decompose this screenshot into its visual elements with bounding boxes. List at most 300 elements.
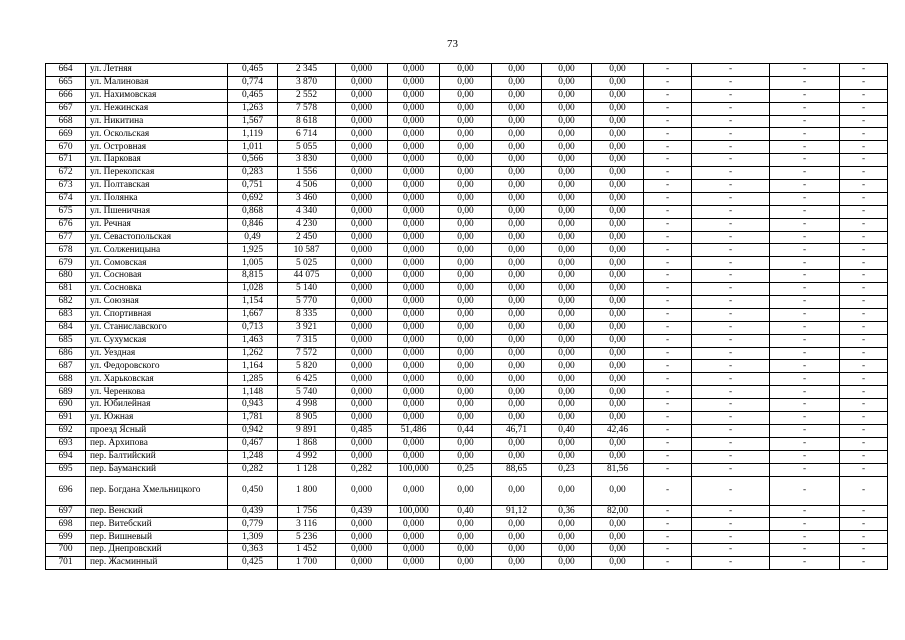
dash-cell-2: - bbox=[692, 76, 770, 89]
value-3-cell: 0,000 bbox=[336, 518, 388, 531]
dash-cell-4: - bbox=[840, 154, 888, 167]
value-8-cell: 0,00 bbox=[592, 141, 644, 154]
table-row bbox=[46, 373, 888, 386]
area-cell: 6 425 bbox=[278, 373, 336, 386]
length-cell: 1,119 bbox=[228, 128, 278, 141]
value-7-cell: 0,00 bbox=[542, 360, 592, 373]
dash-cell-4: - bbox=[840, 296, 888, 309]
row-number-cell: 693 bbox=[46, 437, 86, 450]
value-7-cell: 0,00 bbox=[542, 141, 592, 154]
area-cell: 9 891 bbox=[278, 424, 336, 437]
value-6-cell: 0,00 bbox=[492, 518, 542, 531]
row-number-cell: 670 bbox=[46, 141, 86, 154]
table-row bbox=[46, 89, 888, 102]
value-6-cell: 0,00 bbox=[492, 437, 542, 450]
value-7-cell: 0,00 bbox=[542, 450, 592, 463]
length-cell: 0,465 bbox=[228, 89, 278, 102]
dash-cell-1: - bbox=[644, 102, 692, 115]
value-8-cell: 0,00 bbox=[592, 102, 644, 115]
dash-cell-4: - bbox=[840, 76, 888, 89]
length-cell: 0,779 bbox=[228, 518, 278, 531]
area-cell: 7 578 bbox=[278, 102, 336, 115]
value-6-cell: 0,00 bbox=[492, 205, 542, 218]
value-4-cell: 0,000 bbox=[388, 218, 440, 231]
dash-cell-4: - bbox=[840, 102, 888, 115]
value-8-cell: 0,00 bbox=[592, 89, 644, 102]
row-number-cell: 694 bbox=[46, 450, 86, 463]
dash-cell-4: - bbox=[840, 399, 888, 412]
length-cell: 1,011 bbox=[228, 141, 278, 154]
street-name-cell: пер. Днепровский bbox=[86, 544, 228, 557]
area-cell: 8 618 bbox=[278, 115, 336, 128]
value-7-cell: 0,00 bbox=[542, 412, 592, 425]
value-6-cell: 0,00 bbox=[492, 334, 542, 347]
table-row bbox=[46, 321, 888, 334]
value-8-cell: 0,00 bbox=[592, 386, 644, 399]
dash-cell-2: - bbox=[692, 141, 770, 154]
dash-cell-3: - bbox=[770, 257, 840, 270]
value-5-cell: 0,44 bbox=[440, 424, 492, 437]
dash-cell-1: - bbox=[644, 463, 692, 476]
dash-cell-1: - bbox=[644, 180, 692, 193]
dash-cell-4: - bbox=[840, 360, 888, 373]
street-name-cell: пер. Витебский bbox=[86, 518, 228, 531]
dash-cell-3: - bbox=[770, 102, 840, 115]
row-number-cell: 699 bbox=[46, 531, 86, 544]
dash-cell-4: - bbox=[840, 544, 888, 557]
area-cell: 5 025 bbox=[278, 257, 336, 270]
value-8-cell: 0,00 bbox=[592, 205, 644, 218]
dash-cell-3: - bbox=[770, 412, 840, 425]
dash-cell-1: - bbox=[644, 141, 692, 154]
dash-cell-4: - bbox=[840, 557, 888, 570]
value-7-cell: 0,23 bbox=[542, 463, 592, 476]
value-5-cell: 0,00 bbox=[440, 399, 492, 412]
value-6-cell: 0,00 bbox=[492, 102, 542, 115]
value-4-cell: 0,000 bbox=[388, 450, 440, 463]
dash-cell-4: - bbox=[840, 412, 888, 425]
value-3-cell: 0,000 bbox=[336, 321, 388, 334]
table-row bbox=[46, 167, 888, 180]
length-cell: 1,285 bbox=[228, 373, 278, 386]
value-7-cell: 0,00 bbox=[542, 321, 592, 334]
dash-cell-4: - bbox=[840, 270, 888, 283]
value-3-cell: 0,439 bbox=[336, 505, 388, 518]
value-6-cell: 0,00 bbox=[492, 115, 542, 128]
value-5-cell: 0,00 bbox=[440, 180, 492, 193]
length-cell: 1,781 bbox=[228, 412, 278, 425]
value-8-cell: 81,56 bbox=[592, 463, 644, 476]
value-8-cell: 0,00 bbox=[592, 450, 644, 463]
dash-cell-2: - bbox=[692, 505, 770, 518]
dash-cell-3: - bbox=[770, 463, 840, 476]
value-3-cell: 0,000 bbox=[336, 76, 388, 89]
street-name-cell: ул. Станиславского bbox=[86, 321, 228, 334]
length-cell: 0,467 bbox=[228, 437, 278, 450]
value-6-cell: 46,71 bbox=[492, 424, 542, 437]
value-6-cell: 88,65 bbox=[492, 463, 542, 476]
value-7-cell: 0,40 bbox=[542, 424, 592, 437]
table-row bbox=[46, 450, 888, 463]
value-4-cell: 51,486 bbox=[388, 424, 440, 437]
value-4-cell: 0,000 bbox=[388, 399, 440, 412]
row-number-cell: 691 bbox=[46, 412, 86, 425]
dash-cell-3: - bbox=[770, 270, 840, 283]
dash-cell-1: - bbox=[644, 373, 692, 386]
dash-cell-2: - bbox=[692, 373, 770, 386]
value-4-cell: 0,000 bbox=[388, 360, 440, 373]
dash-cell-3: - bbox=[770, 360, 840, 373]
table-row bbox=[46, 296, 888, 309]
street-name-cell: ул. Островная bbox=[86, 141, 228, 154]
dash-cell-3: - bbox=[770, 218, 840, 231]
value-6-cell: 0,00 bbox=[492, 531, 542, 544]
row-number-cell: 701 bbox=[46, 557, 86, 570]
row-number-cell: 690 bbox=[46, 399, 86, 412]
table-row bbox=[46, 437, 888, 450]
row-number-cell: 676 bbox=[46, 218, 86, 231]
length-cell: 1,262 bbox=[228, 347, 278, 360]
value-8-cell: 0,00 bbox=[592, 167, 644, 180]
value-7-cell: 0,00 bbox=[542, 386, 592, 399]
value-3-cell: 0,000 bbox=[336, 89, 388, 102]
row-number-cell: 671 bbox=[46, 154, 86, 167]
value-8-cell: 0,00 bbox=[592, 64, 644, 77]
street-name-cell: ул. Черенкова bbox=[86, 386, 228, 399]
length-cell: 0,751 bbox=[228, 180, 278, 193]
street-name-cell: ул. Солженицына bbox=[86, 244, 228, 257]
value-7-cell: 0,00 bbox=[542, 76, 592, 89]
row-number-cell: 668 bbox=[46, 115, 86, 128]
value-3-cell: 0,000 bbox=[336, 154, 388, 167]
street-name-cell: ул. Юбилейная bbox=[86, 399, 228, 412]
dash-cell-3: - bbox=[770, 450, 840, 463]
area-cell: 1 556 bbox=[278, 167, 336, 180]
value-4-cell: 100,000 bbox=[388, 463, 440, 476]
value-7-cell: 0,00 bbox=[542, 347, 592, 360]
value-5-cell: 0,00 bbox=[440, 76, 492, 89]
area-cell: 44 075 bbox=[278, 270, 336, 283]
value-5-cell: 0,00 bbox=[440, 205, 492, 218]
value-6-cell: 0,00 bbox=[492, 544, 542, 557]
table-row bbox=[46, 386, 888, 399]
dash-cell-2: - bbox=[692, 531, 770, 544]
value-3-cell: 0,000 bbox=[336, 450, 388, 463]
table-row bbox=[46, 154, 888, 167]
dash-cell-2: - bbox=[692, 180, 770, 193]
street-name-cell: ул. Сомовская bbox=[86, 257, 228, 270]
dash-cell-4: - bbox=[840, 244, 888, 257]
street-name-cell: пер. Балтийский bbox=[86, 450, 228, 463]
value-6-cell: 0,00 bbox=[492, 128, 542, 141]
dash-cell-1: - bbox=[644, 308, 692, 321]
length-cell: 1,005 bbox=[228, 257, 278, 270]
dash-cell-4: - bbox=[840, 167, 888, 180]
value-5-cell: 0,00 bbox=[440, 128, 492, 141]
street-name-cell: ул. Южная bbox=[86, 412, 228, 425]
table-row bbox=[46, 476, 888, 505]
value-6-cell: 0,00 bbox=[492, 360, 542, 373]
dash-cell-4: - bbox=[840, 64, 888, 77]
value-3-cell: 0,000 bbox=[336, 205, 388, 218]
value-5-cell: 0,00 bbox=[440, 102, 492, 115]
dash-cell-1: - bbox=[644, 154, 692, 167]
dash-cell-3: - bbox=[770, 531, 840, 544]
value-4-cell: 0,000 bbox=[388, 270, 440, 283]
area-cell: 2 345 bbox=[278, 64, 336, 77]
table-row bbox=[46, 463, 888, 476]
dash-cell-1: - bbox=[644, 544, 692, 557]
area-cell: 2 552 bbox=[278, 89, 336, 102]
value-7-cell: 0,00 bbox=[542, 244, 592, 257]
value-6-cell: 0,00 bbox=[492, 347, 542, 360]
street-name-cell: ул. Пшеничная bbox=[86, 205, 228, 218]
value-6-cell: 0,00 bbox=[492, 296, 542, 309]
value-8-cell: 0,00 bbox=[592, 544, 644, 557]
value-4-cell: 0,000 bbox=[388, 115, 440, 128]
dash-cell-2: - bbox=[692, 296, 770, 309]
value-8-cell: 0,00 bbox=[592, 476, 644, 505]
dash-cell-3: - bbox=[770, 424, 840, 437]
dash-cell-2: - bbox=[692, 476, 770, 505]
value-7-cell: 0,00 bbox=[542, 296, 592, 309]
table-row bbox=[46, 399, 888, 412]
value-8-cell: 0,00 bbox=[592, 557, 644, 570]
value-6-cell: 0,00 bbox=[492, 412, 542, 425]
value-6-cell: 0,00 bbox=[492, 386, 542, 399]
value-5-cell: 0,00 bbox=[440, 244, 492, 257]
value-8-cell: 0,00 bbox=[592, 347, 644, 360]
value-5-cell: 0,00 bbox=[440, 64, 492, 77]
dash-cell-4: - bbox=[840, 141, 888, 154]
dash-cell-1: - bbox=[644, 218, 692, 231]
value-6-cell: 0,00 bbox=[492, 270, 542, 283]
dash-cell-3: - bbox=[770, 518, 840, 531]
dash-cell-1: - bbox=[644, 89, 692, 102]
value-3-cell: 0,000 bbox=[336, 373, 388, 386]
length-cell: 0,283 bbox=[228, 167, 278, 180]
value-4-cell: 0,000 bbox=[388, 205, 440, 218]
value-4-cell: 0,000 bbox=[388, 102, 440, 115]
area-cell: 8 335 bbox=[278, 308, 336, 321]
area-cell: 4 340 bbox=[278, 205, 336, 218]
dash-cell-4: - bbox=[840, 218, 888, 231]
dash-cell-2: - bbox=[692, 128, 770, 141]
dash-cell-4: - bbox=[840, 257, 888, 270]
value-5-cell: 0,00 bbox=[440, 115, 492, 128]
value-4-cell: 0,000 bbox=[388, 76, 440, 89]
street-name-cell: ул. Нежинская bbox=[86, 102, 228, 115]
dash-cell-1: - bbox=[644, 505, 692, 518]
value-5-cell: 0,00 bbox=[440, 544, 492, 557]
dash-cell-3: - bbox=[770, 334, 840, 347]
area-cell: 3 870 bbox=[278, 76, 336, 89]
dash-cell-4: - bbox=[840, 373, 888, 386]
row-number-cell: 664 bbox=[46, 64, 86, 77]
value-3-cell: 0,000 bbox=[336, 399, 388, 412]
dash-cell-2: - bbox=[692, 244, 770, 257]
value-5-cell: 0,00 bbox=[440, 296, 492, 309]
dash-cell-4: - bbox=[840, 180, 888, 193]
value-6-cell: 0,00 bbox=[492, 89, 542, 102]
value-5-cell: 0,00 bbox=[440, 557, 492, 570]
value-4-cell: 0,000 bbox=[388, 518, 440, 531]
table-row bbox=[46, 192, 888, 205]
table-row bbox=[46, 128, 888, 141]
value-5-cell: 0,25 bbox=[440, 463, 492, 476]
dash-cell-1: - bbox=[644, 334, 692, 347]
street-name-cell: пер. Венский bbox=[86, 505, 228, 518]
dash-cell-4: - bbox=[840, 334, 888, 347]
dash-cell-3: - bbox=[770, 180, 840, 193]
value-4-cell: 0,000 bbox=[388, 180, 440, 193]
dash-cell-2: - bbox=[692, 308, 770, 321]
value-4-cell: 0,000 bbox=[388, 544, 440, 557]
dash-cell-2: - bbox=[692, 450, 770, 463]
dash-cell-3: - bbox=[770, 192, 840, 205]
row-number-cell: 695 bbox=[46, 463, 86, 476]
table-row bbox=[46, 218, 888, 231]
value-7-cell: 0,00 bbox=[542, 308, 592, 321]
length-cell: 0,49 bbox=[228, 231, 278, 244]
area-cell: 3 921 bbox=[278, 321, 336, 334]
value-7-cell: 0,00 bbox=[542, 557, 592, 570]
value-4-cell: 0,000 bbox=[388, 557, 440, 570]
dash-cell-4: - bbox=[840, 89, 888, 102]
dash-cell-3: - bbox=[770, 115, 840, 128]
dash-cell-2: - bbox=[692, 518, 770, 531]
value-5-cell: 0,00 bbox=[440, 231, 492, 244]
area-cell: 5 236 bbox=[278, 531, 336, 544]
area-cell: 7 572 bbox=[278, 347, 336, 360]
dash-cell-3: - bbox=[770, 476, 840, 505]
street-name-cell: ул. Уездная bbox=[86, 347, 228, 360]
value-7-cell: 0,00 bbox=[542, 399, 592, 412]
area-cell: 1 452 bbox=[278, 544, 336, 557]
value-3-cell: 0,000 bbox=[336, 192, 388, 205]
value-7-cell: 0,00 bbox=[542, 257, 592, 270]
value-8-cell: 0,00 bbox=[592, 128, 644, 141]
street-name-cell: ул. Союзная bbox=[86, 296, 228, 309]
value-3-cell: 0,000 bbox=[336, 386, 388, 399]
value-4-cell: 100,000 bbox=[388, 505, 440, 518]
value-3-cell: 0,000 bbox=[336, 347, 388, 360]
dash-cell-2: - bbox=[692, 412, 770, 425]
value-6-cell: 0,00 bbox=[492, 192, 542, 205]
dash-cell-2: - bbox=[692, 154, 770, 167]
dash-cell-4: - bbox=[840, 437, 888, 450]
value-5-cell: 0,00 bbox=[440, 334, 492, 347]
area-cell: 5 770 bbox=[278, 296, 336, 309]
value-3-cell: 0,000 bbox=[336, 360, 388, 373]
value-8-cell: 0,00 bbox=[592, 115, 644, 128]
length-cell: 0,425 bbox=[228, 557, 278, 570]
row-number-cell: 673 bbox=[46, 180, 86, 193]
dash-cell-1: - bbox=[644, 360, 692, 373]
value-7-cell: 0,00 bbox=[542, 154, 592, 167]
dash-cell-1: - bbox=[644, 205, 692, 218]
table-row bbox=[46, 244, 888, 257]
value-7-cell: 0,00 bbox=[542, 192, 592, 205]
dash-cell-2: - bbox=[692, 544, 770, 557]
value-3-cell: 0,000 bbox=[336, 334, 388, 347]
row-number-cell: 669 bbox=[46, 128, 86, 141]
area-cell: 2 450 bbox=[278, 231, 336, 244]
value-7-cell: 0,00 bbox=[542, 102, 592, 115]
street-name-cell: ул. Парковая bbox=[86, 154, 228, 167]
area-cell: 4 992 bbox=[278, 450, 336, 463]
value-7-cell: 0,00 bbox=[542, 89, 592, 102]
value-4-cell: 0,000 bbox=[388, 308, 440, 321]
dash-cell-2: - bbox=[692, 205, 770, 218]
value-4-cell: 0,000 bbox=[388, 89, 440, 102]
area-cell: 1 800 bbox=[278, 476, 336, 505]
value-3-cell: 0,000 bbox=[336, 531, 388, 544]
value-4-cell: 0,000 bbox=[388, 437, 440, 450]
dash-cell-1: - bbox=[644, 76, 692, 89]
value-6-cell: 0,00 bbox=[492, 218, 542, 231]
area-cell: 10 587 bbox=[278, 244, 336, 257]
dash-cell-4: - bbox=[840, 463, 888, 476]
length-cell: 0,774 bbox=[228, 76, 278, 89]
area-cell: 8 905 bbox=[278, 412, 336, 425]
table-row bbox=[46, 270, 888, 283]
dash-cell-1: - bbox=[644, 321, 692, 334]
dash-cell-2: - bbox=[692, 64, 770, 77]
value-3-cell: 0,000 bbox=[336, 141, 388, 154]
value-5-cell: 0,00 bbox=[440, 218, 492, 231]
value-5-cell: 0,00 bbox=[440, 518, 492, 531]
length-cell: 1,148 bbox=[228, 386, 278, 399]
street-name-cell: ул. Оскольская bbox=[86, 128, 228, 141]
value-3-cell: 0,282 bbox=[336, 463, 388, 476]
value-5-cell: 0,00 bbox=[440, 437, 492, 450]
dash-cell-1: - bbox=[644, 557, 692, 570]
value-8-cell: 0,00 bbox=[592, 270, 644, 283]
value-8-cell: 42,46 bbox=[592, 424, 644, 437]
page-number: 73 bbox=[447, 38, 458, 50]
street-name-cell: ул. Малиновая bbox=[86, 76, 228, 89]
dash-cell-1: - bbox=[644, 192, 692, 205]
area-cell: 5 140 bbox=[278, 283, 336, 296]
value-5-cell: 0,00 bbox=[440, 192, 492, 205]
dash-cell-2: - bbox=[692, 463, 770, 476]
row-number-cell: 674 bbox=[46, 192, 86, 205]
row-number-cell: 666 bbox=[46, 89, 86, 102]
value-5-cell: 0,00 bbox=[440, 167, 492, 180]
street-name-cell: ул. Спортивная bbox=[86, 308, 228, 321]
length-cell: 0,465 bbox=[228, 64, 278, 77]
value-4-cell: 0,000 bbox=[388, 334, 440, 347]
value-8-cell: 0,00 bbox=[592, 531, 644, 544]
dash-cell-1: - bbox=[644, 399, 692, 412]
value-6-cell: 0,00 bbox=[492, 308, 542, 321]
value-6-cell: 0,00 bbox=[492, 231, 542, 244]
value-6-cell: 0,00 bbox=[492, 283, 542, 296]
table-row bbox=[46, 412, 888, 425]
dash-cell-4: - bbox=[840, 347, 888, 360]
dash-cell-2: - bbox=[692, 334, 770, 347]
value-4-cell: 0,000 bbox=[388, 64, 440, 77]
area-cell: 4 506 bbox=[278, 180, 336, 193]
value-8-cell: 0,00 bbox=[592, 231, 644, 244]
street-name-cell: проезд Ясный bbox=[86, 424, 228, 437]
dash-cell-1: - bbox=[644, 437, 692, 450]
length-cell: 1,667 bbox=[228, 308, 278, 321]
area-cell: 3 830 bbox=[278, 154, 336, 167]
table-row bbox=[46, 557, 888, 570]
value-7-cell: 0,00 bbox=[542, 373, 592, 386]
